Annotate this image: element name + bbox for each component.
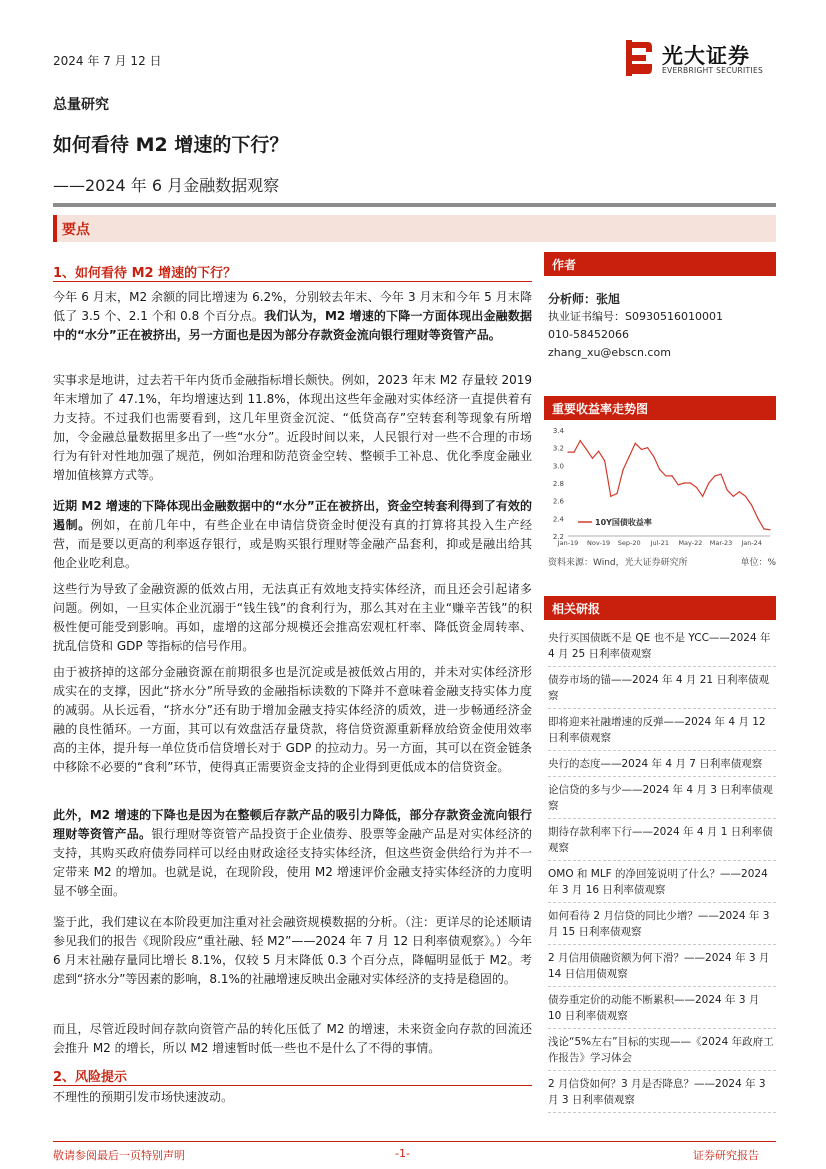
section-1-heading: 1、如何看待 M2 增速的下行？ <box>53 266 237 281</box>
legend-label: 10Y国债收益率 <box>595 518 652 527</box>
x-tick-label: Mar-23 <box>709 539 733 547</box>
data-point <box>684 482 685 483</box>
report-date: 2024 年 7 月 12 日 <box>53 54 162 68</box>
section-2-paragraph: 不理性的预期引发市场快速波动。 <box>53 1090 234 1104</box>
data-point <box>714 475 715 476</box>
data-point <box>635 443 636 444</box>
y-tick-label: 3.0 <box>552 462 564 471</box>
related-report-item[interactable]: OMO 和 MLF 的净回笼说明了什么？——2024 年 3 月 16 日利率债观察 <box>548 864 776 903</box>
data-point <box>659 469 660 470</box>
y-tick-label: 2.6 <box>552 497 564 506</box>
related-report-item[interactable]: 2 月信用债融资额为何下滑？——2024 年 3 月 14 日信用债观察 <box>548 948 776 987</box>
keypoints-label: 要点 <box>62 222 90 238</box>
paragraph-6 <box>53 806 532 901</box>
related-report-item[interactable]: 央行买国债既不是 QE 也不是 YCC——2024 年 4 月 25 日利率债观察 <box>548 628 776 667</box>
x-tick-label: Jan-24 <box>741 539 762 547</box>
data-point <box>739 491 740 492</box>
chart-source-text: 资料来源：Wind，光大证券研究所 <box>548 558 688 568</box>
data-point <box>690 482 691 483</box>
related-report-item[interactable]: 债券市场的锚——2024 年 4 月 21 日利率债观察 <box>548 670 776 709</box>
paragraph-4: 这些行为导致了金融资源的低效占用，无法真正有效地支持实体经济，而且还会引起诸多问题。例如，一旦实体企业沉溺于“钱生钱”的食利行为，那么其对在主业“赚辛苦钱”的积极性便可能受到影响。再如，虚增的这部分规模还会推高宏观杠杆率、降低资金周转率、扰乱信贷和 GDP 等指标的信号作用。 <box>53 582 532 653</box>
data-point <box>727 489 728 490</box>
data-point <box>763 528 764 529</box>
related-report-item[interactable]: 如何看待 2 月信贷的同比少增？——2024 年 3 月 15 日利率债观察 <box>548 906 776 945</box>
email-address[interactable]: zhang_xu@ebscn.com <box>548 346 671 359</box>
data-point <box>622 469 623 470</box>
paragraph-1-text: 今年 6 月末，M2 余额的同比增速为 6.2%，分别较去年末、今年 3 月末和今年 5 月末降低了 3.5 个、2.1 个和 0.8 个百分点。 <box>53 290 532 323</box>
report-title: 如何看待 M2 增速的下行？ <box>53 134 289 156</box>
data-point <box>586 449 587 450</box>
chart-unit: 单位：% <box>740 558 776 568</box>
section-1-rule <box>53 281 532 282</box>
footer-rule <box>53 1141 776 1142</box>
related-header-label: 相关研报 <box>552 602 601 616</box>
logo-chinese-text: 光大证券 <box>662 44 750 68</box>
paragraph-3-text: 例如，在前几年中，有些企业在申请信贷资金时便没有真的打算将其投入生产经营，而是要以更高的利率返存银行，或是购买银行理财等金融产品套利，抑或是融出给其他企业吃利息。 <box>53 518 532 570</box>
data-point <box>720 474 721 475</box>
logo-english-text: EVERBRIGHT SECURITIES <box>662 66 764 75</box>
paragraph-1-emphasis: 我们认为，M2 增速的下降一方面体现出金融数据中的“水分”正在被挤出，另一方面也是因为部分存款资金流向银行理财等资管产品。 <box>53 309 532 342</box>
data-point <box>708 482 709 483</box>
license-number: 执业证书编号：S0930516010001 <box>548 310 723 323</box>
paragraph-6-text: 银行理财等资管产品投资于企业债券、股票等金融产品是对实体经济的支持，其购买政府债券同样可以经由财政途径支持实体经济，但这些资金供给行为并不一定带来 M2 的增加。也就是说，在现阶段，使用 M2 增速评价金融支持实体经济的力度明显不够全面。 <box>53 827 532 898</box>
data-point <box>757 518 758 519</box>
author-header <box>544 252 776 276</box>
chart-source <box>548 555 776 568</box>
report-subtitle: ——2024 年 6 月金融数据观察 <box>53 176 280 195</box>
x-tick-label: Jan-19 <box>557 539 579 547</box>
everbright-logo-icon <box>624 38 654 78</box>
data-point <box>733 496 734 497</box>
related-report-item[interactable]: 即将迎来社融增速的反弹——2024 年 4 月 12 日利率债观察 <box>548 712 776 751</box>
author-header-label: 作者 <box>552 258 577 272</box>
report-category: 总量研究 <box>53 97 109 113</box>
x-tick-label: Nov-19 <box>587 539 611 547</box>
data-point <box>598 451 599 452</box>
data-point <box>653 456 654 457</box>
data-point <box>641 449 642 450</box>
related-reports-list <box>548 628 776 1116</box>
data-point <box>567 451 568 452</box>
data-point <box>696 487 697 488</box>
data-point <box>769 529 770 530</box>
data-point <box>616 493 617 494</box>
page-number: -1- <box>395 1147 410 1160</box>
related-report-item[interactable]: 2 月信贷如何？3 月是否降息？——2024 年 3 月 3 日利率债观察 <box>548 1074 776 1113</box>
paragraph-3 <box>53 497 532 573</box>
paragraph-7: 鉴于此，我们建议在本阶段更加注重对社会融资规模数据的分析。（注：更详尽的论述顺请参见我们的报告《现阶段应“重社融、轻 M2”——2024 年 7 月 12 日利率债观察》。）今年 6 月末社融存量同比增长 8.1%，仅较 5 月末降低 0.3 个百分点，降幅明显低于 M2。考虑到“挤水分”等因素的影响，8.1%的社融增速反映出金融对实体经济的支持是稳固的。 <box>53 915 532 986</box>
paragraph-6-emphasis: 此外，M2 增速的下降也是因为在整顿后存款产品的吸引力降低，部分存款资金流向银行理财等资管产品。 <box>53 808 532 841</box>
chart-header <box>544 396 776 420</box>
series-line-10y-yield <box>568 441 770 530</box>
paragraph-8: 而且，尽管近段时间存款向资管产品的转化压低了 M2 的增速，未来资金向存款的回流还会推升 M2 的增长，所以 M2 增速暂时低一些也不是什么了不得的事情。 <box>53 1022 532 1055</box>
data-point <box>580 440 581 441</box>
data-point <box>610 496 611 497</box>
data-point <box>592 458 593 459</box>
analyst-name: 分析师：张旭 <box>548 292 621 306</box>
data-point <box>604 460 605 461</box>
footer-disclaimer[interactable]: 敬请参阅最后一页特别声明 <box>53 1149 185 1162</box>
y-tick-label: 2.4 <box>552 515 564 524</box>
keypoints-bar <box>53 215 776 242</box>
data-point <box>678 484 679 485</box>
data-point <box>702 496 703 497</box>
keypoints-accent <box>53 215 57 242</box>
data-point <box>751 504 752 505</box>
y-tick-label: 3.2 <box>552 444 564 453</box>
paragraph-1 <box>53 288 532 345</box>
y-tick-label: 3.4 <box>552 427 564 435</box>
section-2-heading: 2、风险提示 <box>53 1070 128 1085</box>
yield-chart <box>544 424 776 550</box>
related-report-item[interactable]: 债券重定价的动能不断累积——2024 年 3 月 10 日利率债观察 <box>548 990 776 1029</box>
header-divider <box>53 203 776 207</box>
related-report-item[interactable]: 央行的态度——2024 年 4 月 7 日利率债观察 <box>548 754 776 777</box>
data-point <box>665 475 666 476</box>
y-tick-label: 2.2 <box>552 533 564 541</box>
related-report-item[interactable]: 期待存款利率下行——2024 年 4 月 1 日利率债观察 <box>548 822 776 861</box>
section-2-rule <box>53 1085 532 1086</box>
phone-number: 010-58452066 <box>548 328 629 341</box>
footer-report-type: 证券研究报告 <box>693 1149 759 1162</box>
x-tick-label: May-22 <box>678 539 703 547</box>
data-point <box>574 451 575 452</box>
x-tick-label: Sep-20 <box>617 539 641 547</box>
x-tick-label: Jul-21 <box>650 539 670 547</box>
chart-header-label: 重要收益率走势图 <box>552 402 649 416</box>
related-report-item[interactable]: 浅论“5%左右”目标的实现——《2024 年政府工作报告》学习体会 <box>548 1032 776 1071</box>
data-point <box>647 447 648 448</box>
related-report-item[interactable]: 论信贷的多与少——2024 年 4 月 3 日利率债观察 <box>548 780 776 819</box>
author-block <box>548 290 723 362</box>
data-point <box>671 475 672 476</box>
y-tick-label: 2.8 <box>552 480 564 488</box>
paragraph-2: 实事求是地讲，过去若干年内货币金融指标增长颇快。例如，2023 年末 M2 存量较 2019 年末增加了 47.1%，年均增速达到 11.8%，体现出这些年金融对实体经济一直提供着有力支持。不过我们也需要看到，这几年里资金沉淀、“低贷高存”空转套利等现象有所增加，令金融总量数据里多出了一些“水分”。近段时间以来，人民银行对一些不合理的市场行为有针对性地加强了规范，例如治理和防范资金空转、整顿手工补息、优化季度金融业增加值核算方式等。 <box>53 373 532 482</box>
data-point <box>745 496 746 497</box>
company-logo <box>624 38 784 82</box>
paragraph-3-emphasis: 近期 M2 增速的下降体现出金融数据中的“水分”正在被挤出，资金空转套利得到了有效的遏制。 <box>53 499 532 532</box>
related-header <box>544 596 776 620</box>
data-point <box>629 456 630 457</box>
paragraph-5: 由于被挤掉的这部分金融资源在前期很多也是沉淀或是被低效占用的，并未对实体经济形成实在的支撑，因此“挤水分”所导致的金融指标读数的下降并不意味着金融支持实体力度的减弱。从长远看，“挤水分”还有助于增加金融支持实体经济的质效，进一步畅通经济金融的良性循环。一方面，其可以有效盘活存量贷款，将信贷资源重新释放给资金使用效率高的主体，提升每一单位货币信贷增长对于 GDP 的拉动力。另一方面，其可以在资金链条中移除不必要的“食利”环节，使得真正需要资金支持的企业得到更低成本的信贷资金。 <box>53 665 532 774</box>
